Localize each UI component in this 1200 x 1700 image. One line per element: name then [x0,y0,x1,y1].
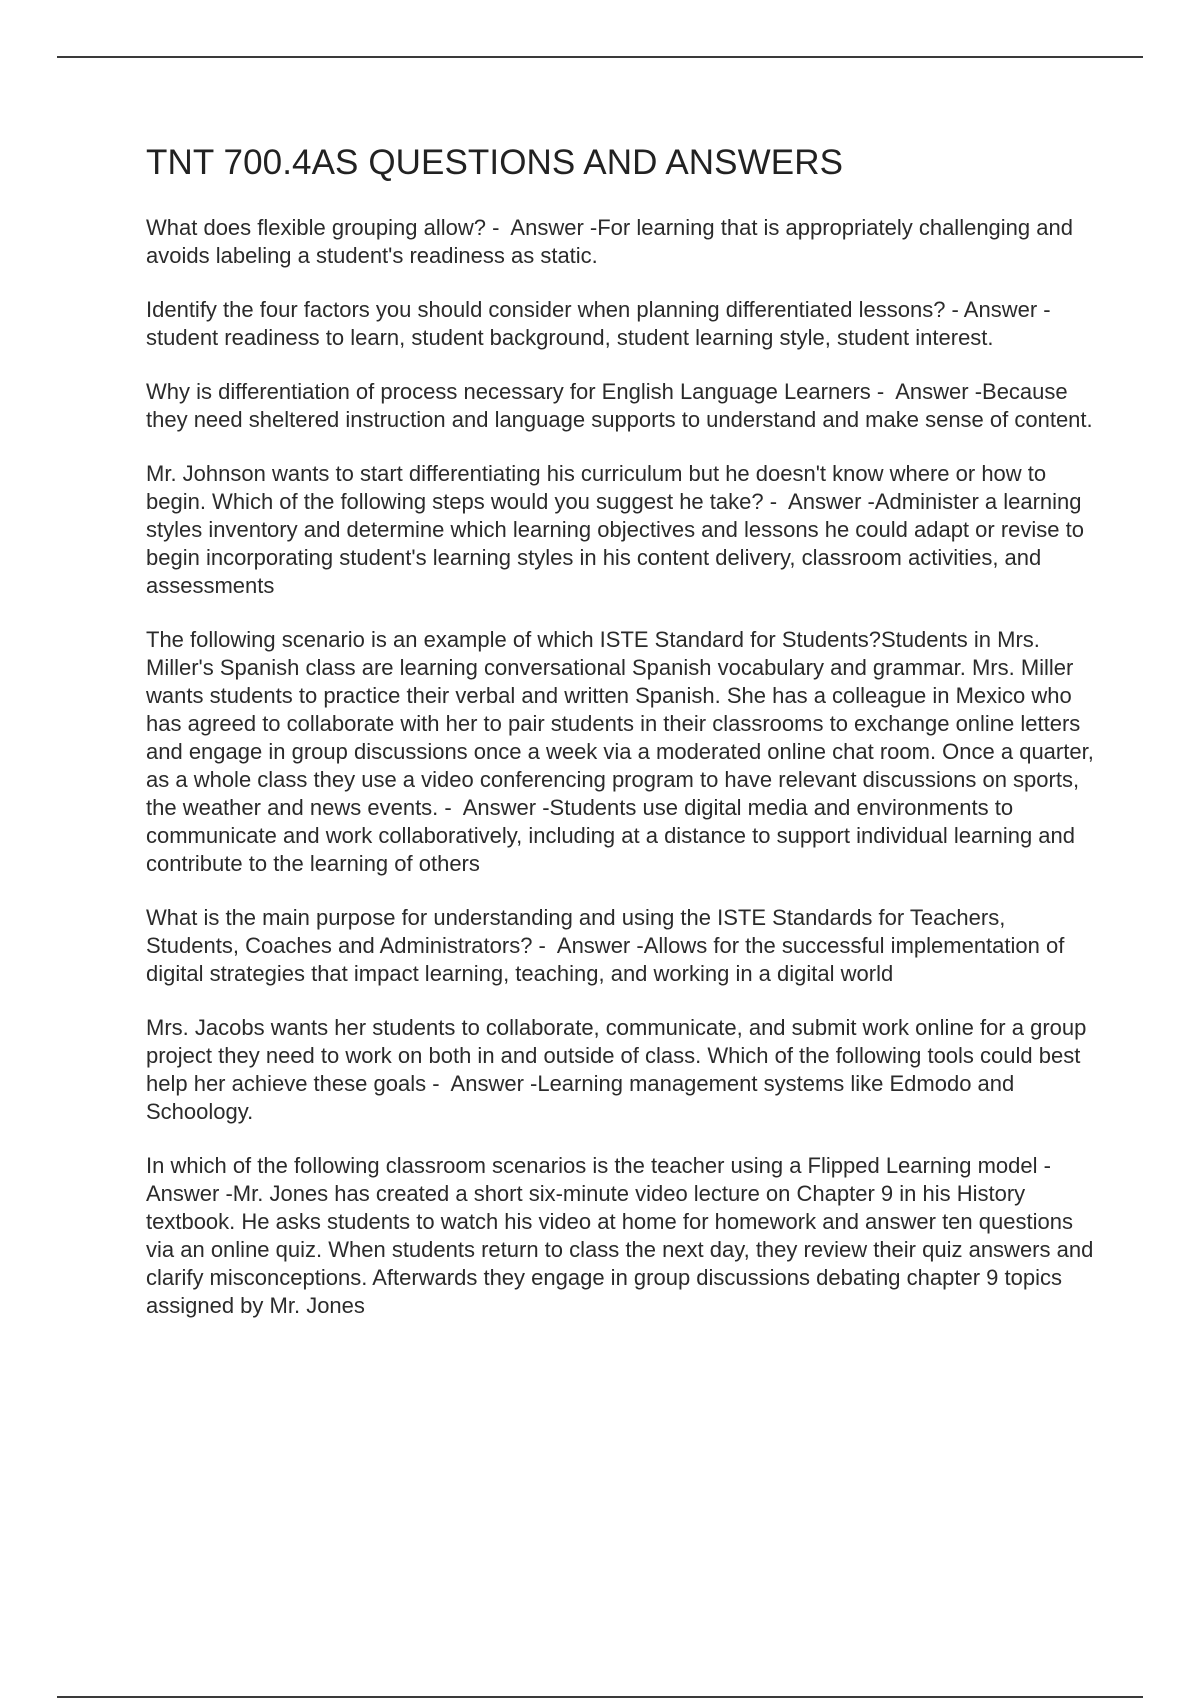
question-text: Identify the four factors you should consider when planning differentiated lessons? - [146,297,964,322]
answer-text: Answer -Students use digital media and environments to communicate and work collaboratively, including at a distance to support individual learning and contribute to the learning of others [146,795,1082,876]
question-text: In which of the following classroom scenarios is the teacher using a Flipped Learning model - [146,1153,1058,1178]
question-text: Mrs. Jacobs wants her students to collaborate, communicate, and submit work online for a group project they need to work on both in and outside of class. Which of the following tools could best help her achieve these goals - [146,1015,1093,1096]
document-title: TNT 700.4AS QUESTIONS AND ANSWERS [146,143,844,182]
answer-text: Answer -Allows for the successful implementation of digital strategies that impact learning, teaching, and working in a digital world [146,933,1071,986]
answer-text: Answer -student readiness to learn, student background, student learning style, student interest. [146,297,1051,350]
header-rule [57,56,1143,58]
qa-item [146,296,1096,352]
answer-text: Answer -Learning management systems like Edmodo and Schoology. [146,1071,1021,1124]
qa-item [146,1152,1100,1320]
qa-item [146,904,1096,988]
qa-item [146,626,1100,878]
answer-text: Answer -For learning that is appropriately challenging and avoids labeling a student's readiness as static. [146,215,1080,268]
footer-rule [57,1696,1143,1698]
answer-text: Answer -Administer a learning styles inventory and determine which learning objectives and lessons he could adapt or revise to begin incorporating student's learning styles in his content delivery, classroom activities, and assessments [146,489,1091,598]
question-text: The following scenario is an example of which ISTE Standard for Students?Students in Mrs. Miller's Spanish class are learning conversational Spanish vocabulary and grammar. Mrs. Miller wants students to practice their verbal and written Spanish. She has a colleague in Mexico who has agreed to collaborate with her to pair students in their classrooms to exchange online letters and engage in group discussions once a week via a moderated online chat room. Once a quarter, as a whole class they use a video conferencing program to have relevant discussions on sports, the weather and news events. - [146,627,1100,820]
answer-text: Answer -Because they need sheltered instruction and language supports to understand and make sense of content. [146,379,1093,432]
question-text: Mr. Johnson wants to start differentiating his curriculum but he doesn't know where or how to begin. Which of the following steps would you suggest he take? - [146,461,1053,514]
answer-text: Answer -Mr. Jones has created a short six-minute video lecture on Chapter 9 in his History textbook. He asks students to watch his video at home for homework and answer ten questions via an online quiz. When students return to class the next day, they review their quiz answers and clarify misconceptions. Afterwards they engage in group discussions debating chapter 9 topics assigned by Mr. Jones [146,1153,1100,1318]
qa-item [146,460,1096,600]
question-text: Why is differentiation of process necessary for English Language Learners - [146,379,891,404]
qa-item [146,214,1096,270]
question-text: What does flexible grouping allow? - [146,215,506,240]
qa-item [146,1014,1096,1126]
document-body [146,142,1100,1346]
qa-item [146,378,1096,434]
question-text: What is the main purpose for understanding and using the ISTE Standards for Teachers, Students, Coaches and Administrators? - [146,905,1012,958]
